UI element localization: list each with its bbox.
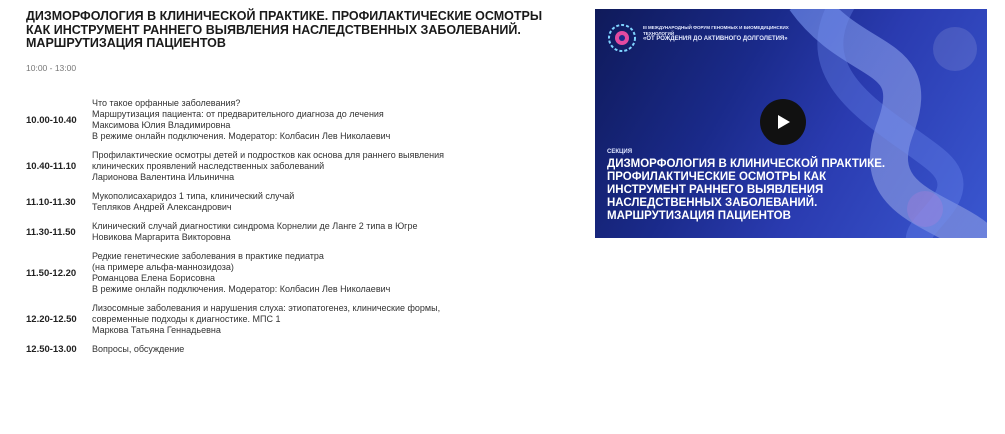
schedule-line: Профилактические осмотры детей и подростков как основа для раннего выявления	[92, 150, 445, 160]
schedule-time: 11.30-11.50	[26, 226, 76, 238]
section-label: СЕКЦИЯ	[607, 149, 633, 155]
schedule-description	[92, 191, 294, 213]
schedule-row	[26, 150, 566, 183]
forum-caption	[643, 25, 803, 43]
schedule-time: 11.10-11.30	[26, 196, 76, 208]
schedule-row	[26, 191, 566, 213]
section-title: ДИЗМОРФОЛОГИЯ В КЛИНИЧЕСКОЙ ПРАКТИКЕ. ПРОФИЛАКТИЧЕСКИЕ ОСМОТРЫ КАК ИНСТРУМЕНТ РАННЕГО ВЫЯВЛЕНИЯ НАСЛЕДСТВЕННЫХ ЗАБОЛЕВАНИЙ. МАРШРУТИЗАЦИЯ ПАЦИЕНТОВ	[607, 158, 886, 222]
schedule-time: 11.50-12.20	[26, 267, 77, 279]
play-button[interactable]	[760, 99, 806, 145]
video-player[interactable]	[595, 9, 987, 238]
schedule-description	[92, 150, 444, 183]
schedule-time: 12.20-12.50	[26, 314, 77, 325]
schedule-line: современные подходы к диагностике. МПС 1	[92, 314, 281, 324]
schedule-line: В режиме онлайн подключения. Модератор: Колбасин Лев Николаевич	[92, 284, 391, 294]
schedule-line: В режиме онлайн подключения. Модератор: Колбасин Лев Николаевич	[92, 131, 391, 141]
schedule-line: Клинический случай диагностики синдрома Корнелии де Ланге 2 типа в Югре	[92, 221, 418, 231]
play-icon	[774, 113, 792, 131]
session-title: ДИЗМОРФОЛОГИЯ В КЛИНИЧЕСКОЙ ПРАКТИКЕ. ПРОФИЛАКТИЧЕСКИЕ ОСМОТРЫ КАК ИНСТРУМЕНТ РАННЕГО ВЫЯВЛЕНИЯ НАСЛЕДСТВЕННЫХ ЗАБОЛЕВАНИЙ. МАРШРУТИЗАЦИЯ ПАЦИЕНТОВ	[26, 9, 543, 50]
schedule-time: 10.40-11.10	[26, 161, 77, 172]
schedule-line: Маршрутизация пациента: от предварительного диагноза до лечения	[92, 109, 384, 119]
forum-logo-icon	[607, 23, 637, 53]
forum-name: III МЕЖДУНАРОДНЫЙ ФОРУМ ГЕНОМНЫХ И БИОМЕДИЦИНСКИХ ТЕХНОЛОГИЙ	[643, 25, 789, 36]
schedule-time: 12.50-13.00	[26, 344, 77, 355]
schedule-line: Вопросы, обсуждение	[92, 344, 185, 354]
schedule-description	[92, 303, 440, 336]
schedule-line: Лизосомные заболевания и нарушения слуха: этиопатогенез, клинические формы,	[92, 303, 441, 313]
schedule-description	[92, 221, 417, 243]
schedule-description	[92, 344, 184, 355]
schedule-row	[26, 221, 566, 243]
schedule-time: 10.00-10.40	[26, 114, 77, 126]
session-header	[26, 10, 566, 73]
schedule-line: Романцова Елена Борисовна	[92, 273, 216, 283]
schedule-line: Редкие генетические заболевания в практике педиатра	[92, 251, 324, 261]
session-time-range: 10:00 - 13:00	[26, 62, 77, 73]
schedule-line: Что такое орфанные заболевания?	[92, 98, 241, 108]
schedule-line: Максимова Юлия Владимировна	[92, 120, 231, 130]
schedule-line: (на примере альфа-маннозидоза)	[92, 262, 234, 272]
schedule-list	[26, 98, 566, 363]
schedule-description	[92, 98, 390, 142]
schedule-row	[26, 251, 566, 295]
schedule-row	[26, 98, 566, 142]
schedule-line: Новикова Маргарита Викторовна	[92, 232, 231, 242]
schedule-line: клинических проявлений наследственных заболеваний	[92, 161, 325, 171]
schedule-line: Мукополисахаридоз 1 типа, клинический случай	[92, 191, 295, 201]
schedule-description	[92, 251, 390, 295]
schedule-line: Маркова Татьяна Геннадьевна	[92, 325, 221, 335]
forum-slogan: «ОТ РОЖДЕНИЯ ДО АКТИВНОГО ДОЛГОЛЕТИЯ»	[643, 36, 788, 42]
schedule-line: Тепляков Андрей Александрович	[92, 202, 232, 212]
schedule-row	[26, 303, 566, 336]
schedule-row	[26, 344, 566, 355]
schedule-line: Ларионова Валентина Ильинична	[92, 172, 235, 182]
